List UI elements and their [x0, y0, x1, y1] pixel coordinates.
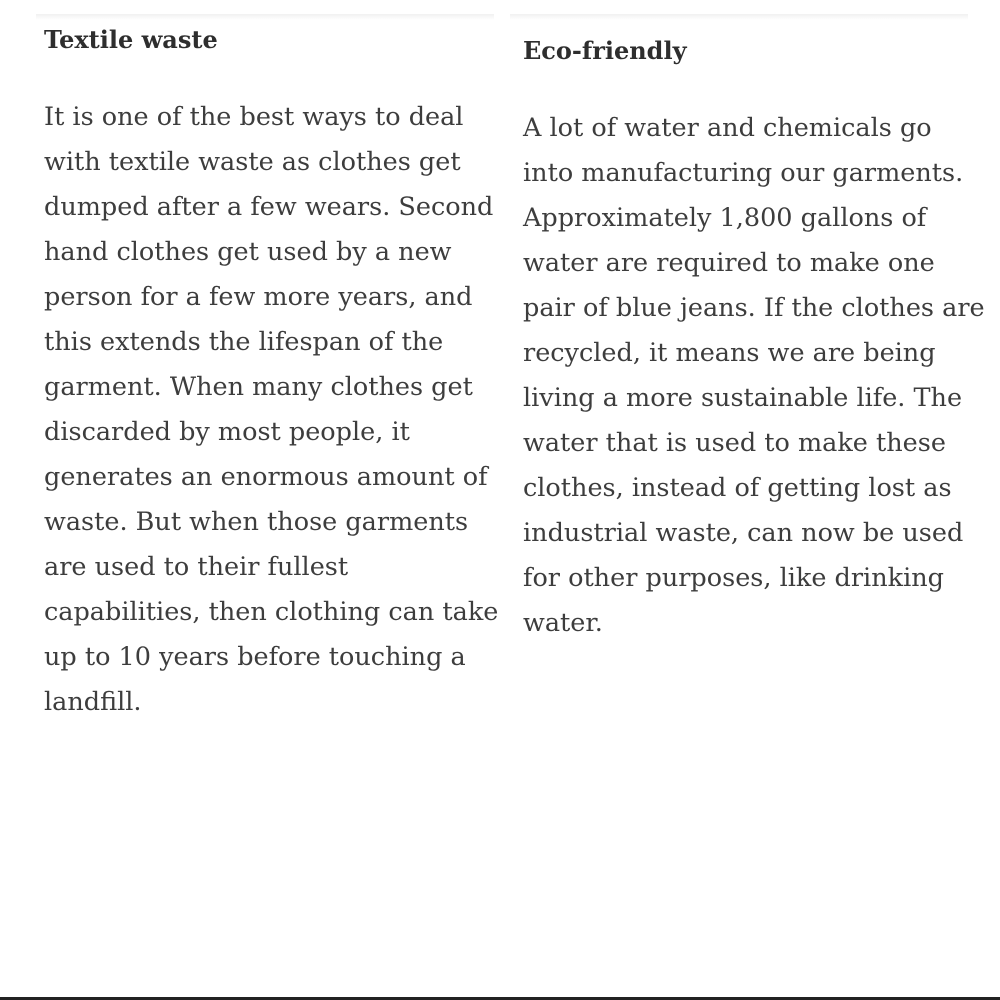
textile-waste-line: landfill.	[44, 687, 142, 717]
textile-waste-line: up to 10 years before touching a	[44, 642, 466, 672]
textile-waste-line: dumped after a few wears. Second	[44, 192, 494, 222]
eco-friendly-line: clothes, instead of getting lost as	[523, 473, 952, 503]
eco-friendly-heading: Eco-friendly	[523, 36, 687, 65]
eco-friendly-body	[523, 106, 985, 646]
textile-waste-line: waste. But when those garments	[44, 507, 469, 537]
textile-waste-line: capabilities, then clothing can take	[44, 597, 499, 627]
textile-waste-card	[44, 0, 499, 725]
textile-waste-heading: Textile waste	[44, 25, 218, 54]
textile-waste-line: this extends the lifespan of the	[44, 327, 444, 357]
eco-friendly-line: water are required to make one	[523, 248, 935, 278]
eco-friendly-line: for other purposes, like drinking	[523, 563, 944, 593]
textile-waste-line: with textile waste as clothes get	[44, 147, 461, 177]
textile-waste-line: generates an enormous amount of	[44, 462, 488, 492]
textile-waste-line: It is one of the best ways to deal	[44, 102, 464, 132]
textile-waste-body	[44, 95, 499, 725]
textile-waste-line: discarded by most people, it	[44, 417, 410, 447]
eco-friendly-line: industrial waste, can now be used	[523, 518, 964, 548]
eco-friendly-line: water.	[523, 608, 603, 638]
textile-waste-line: are used to their fullest	[44, 552, 349, 582]
eco-friendly-line: water that is used to make these	[523, 428, 946, 458]
eco-friendly-line: A lot of water and chemicals go	[523, 113, 932, 143]
eco-friendly-card	[523, 0, 985, 646]
eco-friendly-line: Approximately 1,800 gallons of	[523, 203, 927, 233]
eco-friendly-line: recycled, it means we are being	[523, 338, 936, 368]
eco-friendly-line: living a more sustainable life. The	[523, 383, 963, 413]
textile-waste-line: garment. When many clothes get	[44, 372, 473, 402]
eco-friendly-line: into manufacturing our garments.	[523, 158, 964, 188]
textile-waste-line: hand clothes get used by a new	[44, 237, 452, 267]
textile-waste-line: person for a few more years, and	[44, 282, 473, 312]
eco-friendly-line: pair of blue jeans. If the clothes are	[523, 293, 985, 323]
